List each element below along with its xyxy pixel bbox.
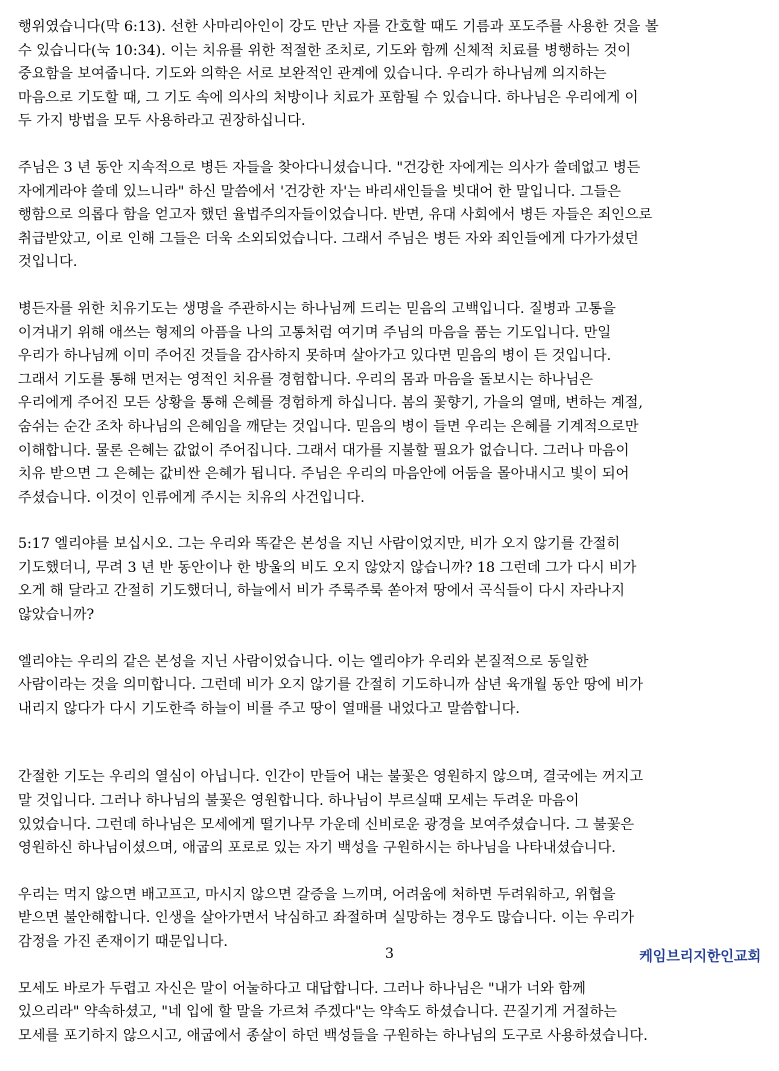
text-line: 이겨내기 위해 애쓰는 형제의 아픔을 나의 고통처럼 여기며 주님의 마음을 품는 기도입니다. 만일 <box>18 324 612 341</box>
text-line: 않았습니까? <box>18 607 95 624</box>
text-line: 영원하신 하나님이셨으며, 애굽의 포로로 있는 자기 백성을 구원하시는 하나님을 나타내셨습니다. <box>18 840 616 857</box>
text-line: 주셨습니다. 이것이 인류에게 주시는 치유의 사건입니다. <box>18 489 365 506</box>
text-line: 모세를 포기하지 않으시고, 애굽에서 종살이 하던 백성들을 구원하는 하나님의 도구로 사용하셨습니다. <box>18 1027 648 1044</box>
text-line: 그래서 기도를 통해 먼저는 영적인 치유를 경험합니다. 우리의 몸과 마음을 돌보시는 하나님은 <box>18 371 593 388</box>
paragraph <box>18 978 762 1049</box>
text-line: 우리에게 주어진 모든 상황을 통해 은혜를 경험하게 하십니다. 봄의 꽃향기, 가을의 열매, 변하는 계절, <box>18 395 643 412</box>
text-line: 있었습니다. 그런데 하나님은 모세에게 떨기나무 가운데 신비로운 광경을 보여주셨습니다. 그 불꽃은 <box>18 816 635 833</box>
paragraph <box>18 651 762 722</box>
text-line: 간절한 기도는 우리의 열심이 아닙니다. 인간이 만들어 내는 불꽃은 영원하지 않으며, 결국에는 꺼지고 <box>18 769 644 786</box>
text-line: 두 가지 방법을 모두 사용하라고 권장하십니다. <box>18 113 306 130</box>
church-name: 케임브리지한인교회 <box>639 949 761 965</box>
text-line: 행위였습니다(막 6:13). 선한 사마리아인이 강도 만난 자를 간호할 때도 기름과 포도주를 사용한 것을 볼 <box>18 19 659 35</box>
text-line: 주님은 3 년 동안 지속적으로 병든 자들을 찾아다니셨습니다. "건강한 자에게는 의사가 쓸데없고 병든 <box>18 159 641 176</box>
text-line: 중요함을 보여줍니다. 기도와 의학은 서로 보완적인 관계에 있습니다. 우리가 하나님께 의지하는 <box>18 66 607 83</box>
page-number: 3 <box>385 946 394 962</box>
paragraph <box>18 16 762 134</box>
text-line: 우리가 하나님께 이미 주어진 것들을 감사하지 못하며 살아가고 있다면 믿음의 병이 든 것입니다. <box>18 348 612 365</box>
text-line: 이해합니다. 물론 은혜는 값없이 주어집니다. 그래서 대가를 지불할 필요가 없습니다. 그러나 마음이 <box>18 442 630 459</box>
paragraph <box>18 298 762 510</box>
text-line: 마음으로 기도할 때, 그 기도 속에 의사의 처방이나 치료가 포함될 수 있습니다. 하나님은 우리에게 이 <box>18 89 639 106</box>
text-line: 우리는 먹지 않으면 배고프고, 마시지 않으면 갈증을 느끼며, 어려움에 처하면 두려워하고, 위협을 <box>18 886 616 903</box>
text-line: 말 것입니다. 그러나 하나님의 불꽃은 영원합니다. 하나님이 부르실때 모세는 두려운 마음이 <box>18 793 580 810</box>
text-line: 수 있습니다(눅 10:34). 이는 치유를 위한 적절한 조치로, 기도와 함께 신체적 치료를 병행하는 것이 <box>18 42 631 59</box>
text-line: 받으면 불안해합니다. 인생을 살아가면서 낙심하고 좌절하며 실망하는 경우도 많습니다. 이는 우리가 <box>18 910 635 927</box>
text-line: 엘리야는 우리의 같은 본성을 지닌 사람이었습니다. 이는 엘리야가 우리와 본질적으로 동일한 <box>18 653 589 670</box>
paragraph <box>18 533 762 627</box>
text-line: 기도했더니, 무려 3 년 반 동안이나 한 방울의 비도 오지 않았지 않습니까? 18 그런데 그가 다시 비가 <box>18 559 637 576</box>
text-line: 취급받았고, 이로 인해 그들은 더욱 소외되었습니다. 그래서 주님은 병든 자와 죄인들에게 다가가셨던 <box>18 230 639 247</box>
paragraph <box>18 766 762 860</box>
text-line: 것입니다. <box>18 254 78 271</box>
text-line: 있으리라" 약속하셨고, "네 입에 할 말을 가르쳐 주겠다"는 약속도 하셨습니다. 끈질기게 거절하는 <box>18 1004 618 1021</box>
text-line: 감정을 가진 존재이기 때문입니다. <box>18 934 228 950</box>
text-line: 오게 해 달라고 간절히 기도했더니, 하늘에서 비가 주룩주룩 쏟아져 땅에서 곡식들이 다시 자라나지 <box>18 583 625 600</box>
paragraph <box>18 884 762 955</box>
text-line: 병든자를 위한 치유기도는 생명을 주관하시는 하나님께 드리는 믿음의 고백입니다. 질병과 고통을 <box>18 300 616 317</box>
text-line: 행함으로 의롭다 함을 얻고자 했던 율법주의자들이었습니다. 반면, 유대 사회에서 병든 자들은 죄인으로 <box>18 207 653 224</box>
text-line: 자에게라야 쓸데 있느니라" 하신 말씀에서 '건강한 자'는 바리새인들을 빗대어 한 말입니다. 그들은 <box>18 183 621 200</box>
text-line: 내리지 않다가 다시 기도한즉 하늘이 비를 주고 땅이 열매를 내었다고 말씀합니다. <box>18 700 520 717</box>
text-line: 5:17 엘리야를 보십시오. 그는 우리와 똑같은 본성을 지닌 사람이었지만, 비가 오지 않기를 간절히 <box>18 536 621 553</box>
paragraph <box>18 157 762 275</box>
text-line: 사람이라는 것을 의미합니다. 그런데 비가 오지 않기를 간절히 기도하니까 삼년 육개월 동안 땅에 비가 <box>18 677 644 694</box>
document-body <box>18 16 762 1071</box>
text-line: 모세도 바로가 두렵고 자신은 말이 어눌하다고 대답합니다. 그러나 하나님은 "내가 너와 함께 <box>18 980 586 997</box>
text-line: 숨쉬는 순간 조차 하나님의 은혜임을 깨닫는 것입니다. 믿음의 병이 들면 우리는 은혜를 기계적으로만 <box>18 418 639 435</box>
text-line: 치유 받으면 그 은혜는 값비싼 은혜가 됩니다. 주님은 우리의 마음안에 어둠을 몰아내시고 빛이 되어 <box>18 466 630 483</box>
